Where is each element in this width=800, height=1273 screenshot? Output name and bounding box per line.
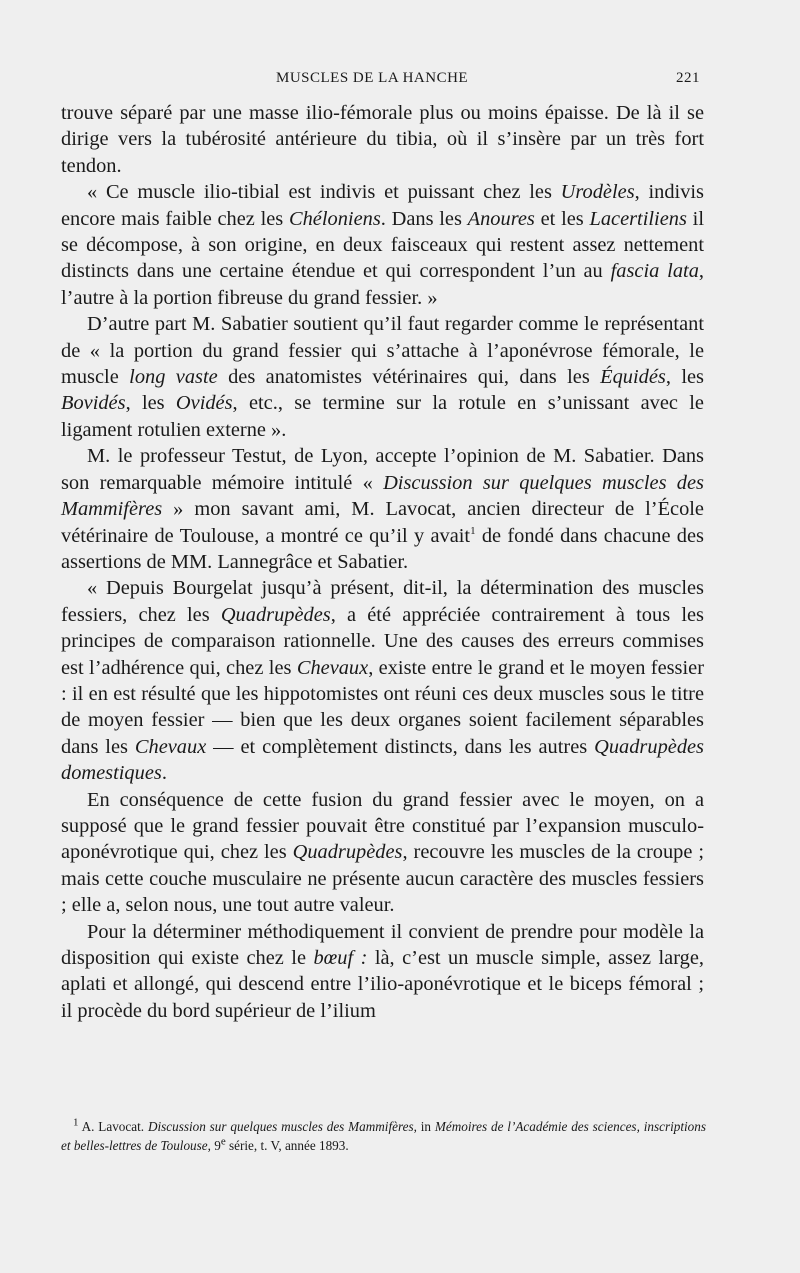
text-run: Pour la déterminer méthodiquement il convient de prendre pour modèle la disposition qui existe chez le: [61, 920, 704, 969]
italic-text: Ovidés: [175, 392, 233, 415]
paragraph: [61, 919, 704, 1025]
italic-text: fascia lata: [610, 260, 699, 283]
text-run: , a été appréciée contrairement à tous les principes de comparaison rationnelle. Une des causes des erreurs commises est l’adhérence qui, chez les: [61, 603, 704, 679]
italic-text: Lacertiliens: [589, 207, 687, 230]
text-run: des anatomistes vétérinaires qui, dans les: [217, 366, 601, 389]
text-run: de fondé dans chacune des assertions de MM. Lannegrâce et Sabatier.: [61, 524, 704, 573]
text-run: .: [161, 762, 167, 785]
text-run: , indivis encore mais faible chez les: [61, 181, 704, 230]
italic-text: Quadrupèdes: [220, 603, 331, 626]
italic-text: Discussion sur quelques muscles des Mammifères: [61, 471, 704, 521]
text-run: « Depuis Bourgelat jusqu’à présent, dit-il, la détermination des muscles fessiers, chez les: [61, 577, 704, 626]
paragraph: [61, 443, 704, 575]
running-header: [0, 70, 800, 94]
text-run: « Ce muscle ilio-tibial est indivis et puissant chez les: [87, 181, 561, 204]
text-run: . Dans les: [380, 207, 468, 230]
footnote-marker: e: [220, 1135, 226, 1148]
italic-text: Équidés: [600, 366, 666, 389]
italic-text: Chéloniens: [289, 207, 381, 230]
paragraph: [61, 179, 704, 311]
text-run: » mon savant ami, M. Lavocat, ancien directeur de l’École vétérinaire de Toulouse, a montré ce qu’il y avait: [61, 498, 704, 547]
text-run: M. le professeur Testut, de Lyon, accepte l’opinion de M. Sabatier. Dans son remarquable mémoire intitulé «: [61, 445, 704, 494]
footnote-marker: 1: [470, 524, 476, 537]
text-run: A. Lavocat.: [78, 1119, 148, 1134]
text-run: — et complètement distincts, dans les autres: [206, 735, 595, 758]
text-run: , existe entre le grand et le moyen fessier : il en est résulté que les hippotomistes ont réuni ces deux muscles sous le titre de moyen fessier — bien que les deux organes soient facilement séparables dans les: [61, 656, 705, 758]
text-run: , in: [413, 1119, 435, 1134]
text-run: , l’autre à la portion fibreuse du grand fessier. »: [61, 260, 704, 309]
paragraph: [61, 787, 704, 919]
text-run: trouve séparé par une masse ilio-fémorale plus ou moins épaisse. De là il se dirige vers la tubérosité antérieure du tibia, où il s’insère par un très fort tendon.: [61, 102, 704, 177]
italic-text: Anoures: [467, 207, 535, 230]
main-text: [61, 100, 704, 1024]
page-number: 221: [676, 70, 700, 86]
footnote-marker: 1: [73, 1116, 79, 1129]
text-run: , les: [665, 366, 704, 389]
italic-text: Chevaux: [296, 656, 369, 679]
text-run: et les: [534, 207, 590, 230]
footnote: [61, 1117, 706, 1155]
paragraph: [61, 100, 704, 179]
italic-text: Urodèles: [560, 181, 635, 204]
text-run: il se décompose, à son origine, en deux faisceaux qui restent assez nettement distincts dans une certaine étendue et qui correspondent l’un au: [61, 207, 704, 283]
italic-text: Mémoires de l’Académie des sciences, inscriptions et belles-lettres de Toulouse: [61, 1119, 707, 1153]
footnotes: [61, 1117, 706, 1155]
paragraph: [61, 311, 704, 443]
text-run: , etc., se termine sur la rotule en s’unissant avec le ligament rotulien externe ».: [61, 392, 704, 441]
italic-text: long vaste: [129, 366, 218, 389]
italic-text: bœuf :: [313, 947, 368, 969]
italic-text: Bovidés: [61, 392, 126, 415]
text-run: En conséquence de cette fusion du grand fessier avec le moyen, on a supposé que le grand fessier pouvait être constitué par l’expansion musculo-aponévrotique qui, chez les: [61, 788, 704, 864]
italic-text: Quadrupèdes: [292, 841, 403, 864]
italic-text: Quadrupèdes domestiques: [61, 735, 704, 785]
running-title: MUSCLES DE LA HANCHE: [276, 70, 469, 86]
text-run: , les: [125, 392, 176, 415]
text-run: là, c’est un muscle simple, assez large, aplati et allongé, qui descend entre l’ilio-aponévrotique et le biceps fémoral ; il procède du bord supérieur de l’ilium: [61, 947, 704, 1022]
italic-text: Discussion sur quelques muscles des Mammifères: [147, 1119, 414, 1134]
paragraph: [61, 575, 704, 786]
text-run: , recouvre les muscles de la croupe ; mais cette couche musculaire ne présente aucun caractère des muscles fessiers ; elle a, selon nous, une tout autre valeur.: [61, 841, 705, 917]
italic-text: Chevaux: [134, 735, 207, 758]
text-run: , 9: [207, 1138, 221, 1153]
text-run: D’autre part M. Sabatier soutient qu’il faut regarder comme le représentant de « la portion du grand fessier qui s’attache à l’aponévrose fémorale, le muscle: [61, 313, 704, 389]
text-run: série, t. V, année 1893.: [225, 1138, 349, 1153]
